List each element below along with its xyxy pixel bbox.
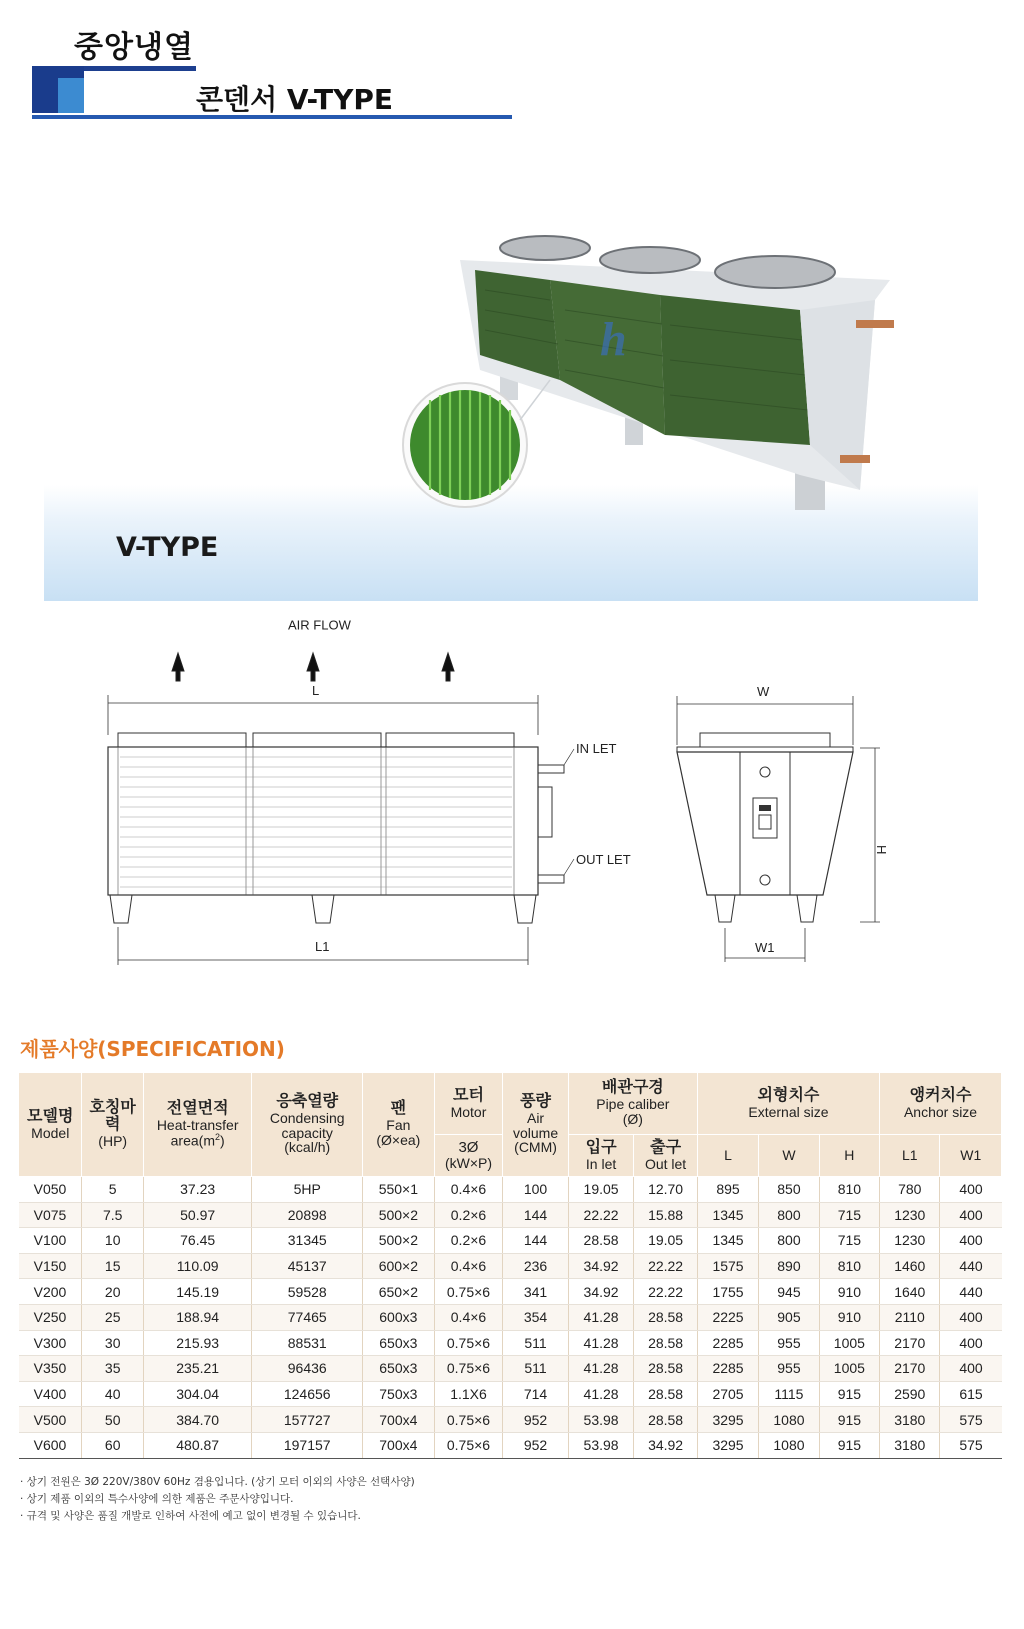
table-cell: 500×2 (363, 1228, 435, 1254)
table-cell: 235.21 (143, 1356, 252, 1382)
table-cell: 157727 (252, 1407, 363, 1433)
table-cell: 28.58 (634, 1381, 697, 1407)
table-cell: 215.93 (143, 1330, 252, 1356)
table-cell: 50 (82, 1407, 143, 1433)
table-cell: 22.22 (568, 1202, 634, 1228)
table-cell: 1080 (759, 1432, 819, 1458)
table-cell: 12.70 (634, 1177, 697, 1203)
table-cell: 5HP (252, 1177, 363, 1203)
table-cell: 952 (503, 1432, 569, 1458)
header-pipe: 배관구경 Pipe caliber (Ø) (568, 1073, 697, 1135)
table-cell: 440 (940, 1279, 1002, 1305)
table-cell: 480.87 (143, 1432, 252, 1458)
table-cell: 2110 (880, 1304, 940, 1330)
table-cell: 955 (759, 1356, 819, 1382)
header-area: 전열면적 Heat-transfer $area(m^2)$ (143, 1073, 252, 1177)
table-cell: 1005 (819, 1330, 879, 1356)
table-cell: 2170 (880, 1330, 940, 1356)
airflow-arrow-icon (442, 653, 454, 681)
table-cell: 59528 (252, 1279, 363, 1305)
dim-w1-label: W1 (755, 940, 775, 955)
table-cell: 40 (82, 1381, 143, 1407)
table-cell: 3180 (880, 1432, 940, 1458)
header-motor-sub: 3Ø (kW×P) (434, 1135, 503, 1177)
table-cell: 1230 (880, 1202, 940, 1228)
airflow-arrow-icon (307, 653, 319, 681)
table-cell: 400 (940, 1177, 1002, 1203)
product-photo (410, 240, 930, 540)
dim-l-label: L (312, 683, 320, 698)
table-cell: 850 (759, 1177, 819, 1203)
spec-notes (20, 1474, 415, 1525)
table-cell: 600×2 (363, 1253, 435, 1279)
table-cell: 400 (940, 1356, 1002, 1382)
dim-h-label: H (874, 845, 889, 855)
table-cell: 2285 (697, 1330, 758, 1356)
table-cell: 197157 (252, 1432, 363, 1458)
table-cell: 28.58 (634, 1330, 697, 1356)
table-cell: 45137 (252, 1253, 363, 1279)
table-row (19, 1356, 1002, 1382)
header-motor: 모터 Motor (434, 1073, 503, 1135)
table-cell: 30 (82, 1330, 143, 1356)
header-fan: 팬 Fan (Ø×ea) (363, 1073, 435, 1177)
table-cell: 354 (503, 1304, 569, 1330)
table-cell: V400 (19, 1381, 82, 1407)
table-cell: 100 (503, 1177, 569, 1203)
table-cell: 0.75×6 (434, 1279, 503, 1305)
table-cell: 400 (940, 1202, 1002, 1228)
table-cell: 3295 (697, 1407, 758, 1433)
header-h: H (819, 1135, 879, 1177)
header-capacity: 응축열량 Condensing capacity (kcal/h) (252, 1073, 363, 1177)
table-cell: 1005 (819, 1356, 879, 1382)
table-cell: 41.28 (568, 1356, 634, 1382)
table-cell: 20 (82, 1279, 143, 1305)
table-cell: 952 (503, 1407, 569, 1433)
outlet-label: OUT LET (576, 852, 631, 867)
table-cell: 41.28 (568, 1304, 634, 1330)
table-cell: 1230 (880, 1228, 940, 1254)
product-title: 콘덴서 V-TYPE (196, 83, 394, 116)
airflow-label: AIR FLOW (288, 617, 351, 633)
table-cell: 28.58 (568, 1228, 634, 1254)
table-cell: 1.1X6 (434, 1381, 503, 1407)
header-hp: 호칭마력 (HP) (82, 1073, 143, 1177)
table-cell: 0.2×6 (434, 1228, 503, 1254)
table-cell: 1460 (880, 1253, 940, 1279)
table-cell: 511 (503, 1356, 569, 1382)
header-air-volume: 풍량 Air volume (CMM) (503, 1073, 569, 1177)
spec-table (18, 1072, 1002, 1459)
table-cell: 915 (819, 1381, 879, 1407)
table-row (19, 1279, 1002, 1305)
header-outlet: 출구 Out let (634, 1135, 697, 1177)
header-model: 모델명 Model (19, 1073, 82, 1177)
table-cell: 650x3 (363, 1356, 435, 1382)
table-cell: 22.22 (634, 1279, 697, 1305)
note-line: · 규격 및 사양은 품질 개발로 인하여 사전에 예고 없이 변경될 수 있습니다. (20, 1510, 361, 1522)
table-cell: 144 (503, 1228, 569, 1254)
side-view-drawing (685, 684, 915, 995)
table-cell: 955 (759, 1330, 819, 1356)
table-cell: 28.58 (634, 1356, 697, 1382)
table-row (19, 1330, 1002, 1356)
table-row (19, 1432, 1002, 1458)
table-cell: 0.4×6 (434, 1253, 503, 1279)
table-cell: 600x3 (363, 1304, 435, 1330)
table-cell: 650x3 (363, 1330, 435, 1356)
table-cell: 511 (503, 1330, 569, 1356)
table-cell: 905 (759, 1304, 819, 1330)
note-line: · 상기 전원은 3Ø 220V/380V 60Hz 겸용입니다. (상기 모터 이외의 사양은 선택사양) (20, 1476, 415, 1488)
table-cell: 7.5 (82, 1202, 143, 1228)
table-cell: 650×2 (363, 1279, 435, 1305)
table-cell: 1345 (697, 1228, 758, 1254)
table-cell: 15 (82, 1253, 143, 1279)
table-cell: 575 (940, 1432, 1002, 1458)
header-l: L (697, 1135, 758, 1177)
table-cell: 1115 (759, 1381, 819, 1407)
table-cell: 2590 (880, 1381, 940, 1407)
table-cell: 35 (82, 1356, 143, 1382)
table-cell: 0.75×6 (434, 1407, 503, 1433)
table-row (19, 1253, 1002, 1279)
table-cell: 575 (940, 1407, 1002, 1433)
spec-table-body (19, 1177, 1002, 1459)
table-row (19, 1177, 1002, 1203)
table-cell: 810 (819, 1177, 879, 1203)
table-cell: 400 (940, 1330, 1002, 1356)
table-row (19, 1304, 1002, 1330)
table-cell: 400 (940, 1304, 1002, 1330)
table-cell: 615 (940, 1381, 1002, 1407)
table-cell: 341 (503, 1279, 569, 1305)
table-cell: 96436 (252, 1356, 363, 1382)
table-cell: 37.23 (143, 1177, 252, 1203)
dim-w-label: W (757, 684, 770, 699)
table-cell: 440 (940, 1253, 1002, 1279)
table-cell: 76.45 (143, 1228, 252, 1254)
table-cell: 384.70 (143, 1407, 252, 1433)
table-cell: V300 (19, 1330, 82, 1356)
table-cell: 20898 (252, 1202, 363, 1228)
header-w1: W1 (940, 1135, 1002, 1177)
dim-l1-label: L1 (315, 939, 330, 954)
table-cell: 19.05 (568, 1177, 634, 1203)
table-cell: V200 (19, 1279, 82, 1305)
company-name: 중앙냉열 (74, 30, 194, 65)
spec-title: 제품사양(SPECIFICATION) (20, 1037, 285, 1061)
table-cell: 5 (82, 1177, 143, 1203)
table-cell: 895 (697, 1177, 758, 1203)
table-cell: 1080 (759, 1407, 819, 1433)
header-anchor-size: 앵커치수 Anchor size (880, 1073, 1002, 1135)
table-cell: 714 (503, 1381, 569, 1407)
table-cell: 236 (503, 1253, 569, 1279)
table-cell: 60 (82, 1432, 143, 1458)
table-cell: V250 (19, 1304, 82, 1330)
header-external-size: 외형치수 External size (697, 1073, 879, 1135)
table-cell: 780 (880, 1177, 940, 1203)
table-cell: 28.58 (634, 1304, 697, 1330)
table-cell: 2170 (880, 1356, 940, 1382)
table-cell: 10 (82, 1228, 143, 1254)
table-cell: V600 (19, 1432, 82, 1458)
table-cell: 1575 (697, 1253, 758, 1279)
table-cell: 88531 (252, 1330, 363, 1356)
table-cell: 53.98 (568, 1432, 634, 1458)
table-cell: 0.75×6 (434, 1432, 503, 1458)
table-cell: 715 (819, 1228, 879, 1254)
inlet-label: IN LET (576, 741, 617, 756)
table-cell: 1755 (697, 1279, 758, 1305)
table-cell: 19.05 (634, 1228, 697, 1254)
table-cell: 915 (819, 1432, 879, 1458)
table-cell: 810 (819, 1253, 879, 1279)
svg-text:h: h (600, 313, 627, 366)
table-cell: 400 (940, 1228, 1002, 1254)
table-cell: V350 (19, 1356, 82, 1382)
table-cell: 3180 (880, 1407, 940, 1433)
table-cell: 915 (819, 1407, 879, 1433)
table-cell: 910 (819, 1304, 879, 1330)
table-cell: V100 (19, 1228, 82, 1254)
table-cell: 700x4 (363, 1432, 435, 1458)
header-w: W (759, 1135, 819, 1177)
table-row (19, 1381, 1002, 1407)
header-l1: L1 (880, 1135, 940, 1177)
table-cell: 144 (503, 1202, 569, 1228)
table-cell: 0.75×6 (434, 1356, 503, 1382)
table-cell: 0.2×6 (434, 1202, 503, 1228)
table-cell: 34.92 (568, 1279, 634, 1305)
table-cell: 22.22 (634, 1253, 697, 1279)
table-cell: 0.75×6 (434, 1330, 503, 1356)
table-cell: 2705 (697, 1381, 758, 1407)
table-cell: 145.19 (143, 1279, 252, 1305)
table-cell: 750x3 (363, 1381, 435, 1407)
table-cell: 34.92 (634, 1432, 697, 1458)
table-row (19, 1407, 1002, 1433)
table-cell: 110.09 (143, 1253, 252, 1279)
table-cell: 41.28 (568, 1381, 634, 1407)
table-cell: 34.92 (568, 1253, 634, 1279)
table-cell: 945 (759, 1279, 819, 1305)
table-cell: 800 (759, 1202, 819, 1228)
table-cell: 41.28 (568, 1330, 634, 1356)
table-cell: 890 (759, 1253, 819, 1279)
table-cell: V500 (19, 1407, 82, 1433)
table-cell: 1345 (697, 1202, 758, 1228)
table-cell: 28.58 (634, 1407, 697, 1433)
table-cell: 0.4×6 (434, 1304, 503, 1330)
header-inlet: 입구 In let (568, 1135, 634, 1177)
table-row (19, 1228, 1002, 1254)
table-cell: V075 (19, 1202, 82, 1228)
table-cell: 77465 (252, 1304, 363, 1330)
table-cell: 1640 (880, 1279, 940, 1305)
table-cell: 31345 (252, 1228, 363, 1254)
table-cell: 25 (82, 1304, 143, 1330)
table-cell: 3295 (697, 1432, 758, 1458)
airflow-arrow-icon (172, 653, 184, 681)
table-cell: 2285 (697, 1356, 758, 1382)
table-cell: 0.4×6 (434, 1177, 503, 1203)
table-cell: 715 (819, 1202, 879, 1228)
table-cell: 15.88 (634, 1202, 697, 1228)
table-cell: 550×1 (363, 1177, 435, 1203)
table-cell: V050 (19, 1177, 82, 1203)
front-view-drawing (100, 615, 631, 990)
hero-title: V-TYPE (116, 532, 219, 563)
table-cell: 53.98 (568, 1407, 634, 1433)
note-line: · 상기 제품 이외의 특수사양에 의한 제품은 주문사양입니다. (20, 1493, 294, 1505)
table-cell: 700x4 (363, 1407, 435, 1433)
table-row (19, 1202, 1002, 1228)
header-accent-square-light (58, 78, 84, 113)
table-cell: 800 (759, 1228, 819, 1254)
table-cell: 304.04 (143, 1381, 252, 1407)
table-cell: 500×2 (363, 1202, 435, 1228)
table-cell: V150 (19, 1253, 82, 1279)
table-cell: 188.94 (143, 1304, 252, 1330)
table-cell: 124656 (252, 1381, 363, 1407)
table-cell: 910 (819, 1279, 879, 1305)
table-cell: 2225 (697, 1304, 758, 1330)
table-cell: 50.97 (143, 1202, 252, 1228)
